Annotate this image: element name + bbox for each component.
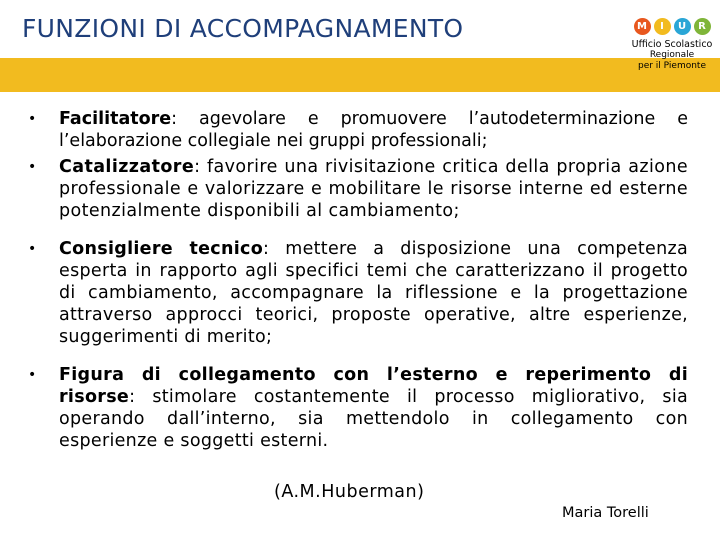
logo-letter-m: M [634, 18, 651, 35]
item-separator: : [171, 109, 200, 129]
logo-line-2: Regionale [649, 50, 695, 60]
slide-title: FUNZIONI DI ACCOMPAGNAMENTO [22, 14, 464, 43]
author-name: Maria Torelli [562, 505, 649, 521]
list-item [28, 364, 688, 452]
item-term: Consigliere tecnico [59, 239, 264, 259]
bullet-icon: • [28, 111, 37, 127]
logo-line-3: per il Piemonte [638, 61, 706, 71]
bullet-icon: • [28, 159, 37, 175]
logo-letter-r: R [694, 18, 711, 35]
bullet-icon: • [28, 241, 37, 257]
item-term: Figura di collegamento con l’esterno e reperimento di risorse [59, 365, 688, 407]
list-item [28, 108, 688, 152]
miur-logo [627, 18, 717, 90]
miur-logo-icon [627, 18, 717, 35]
item-text: agevolare e promuovere l’autodeterminazione e l’elaborazione collegiale nei gruppi professionali; [59, 109, 688, 151]
logo-letter-u: U [674, 18, 691, 35]
item-separator: : [194, 157, 207, 177]
citation: (A.M.Huberman) [274, 482, 425, 502]
list-item [28, 156, 688, 222]
bullet-list [28, 108, 688, 452]
logo-line-1: Ufficio Scolastico [631, 39, 713, 50]
bullet-icon: • [28, 367, 37, 383]
item-text: mettere a disposizione una competenza esperta in rapporto agli specifici temi che caratterizzano il progetto di cambiamento, accompagnare la riflessione e la progettazione attraverso approcci teorici, proposte operative, altre esperienze, suggerimenti di merito; [59, 239, 689, 347]
item-separator: : [263, 239, 286, 259]
logo-letter-i: I [654, 18, 671, 35]
logo-caption [627, 39, 717, 72]
item-term: Facilitatore [59, 109, 172, 129]
item-text: stimolare costantemente il processo migliorativo, sia operando dall’interno, sia mettendolo in collegamento con esperienze e soggetti esterni. [59, 387, 689, 451]
list-item [28, 238, 688, 348]
header-bar [0, 58, 720, 92]
item-separator: : [129, 387, 153, 407]
item-text: favorire una rivisitazione critica della propria azione professionale e valorizzare e mobilitare le risorse interne ed esterne potenzialmente disponibili al cambiamento; [59, 157, 688, 221]
item-term: Catalizzatore [59, 157, 195, 177]
